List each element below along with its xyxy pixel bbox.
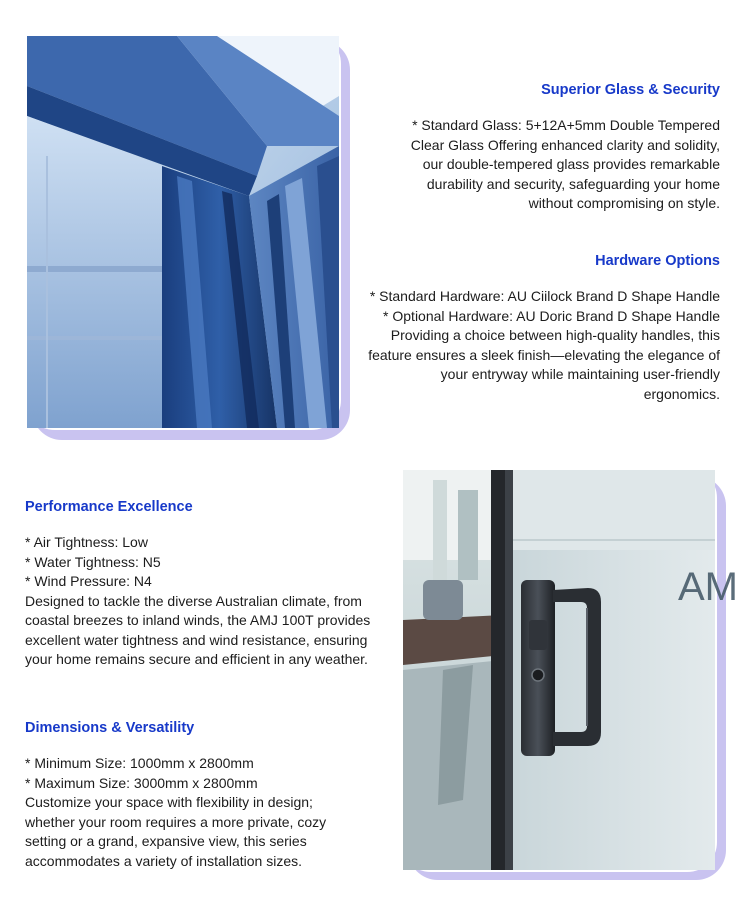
- text-line: * Standard Hardware: AU Ciilock Brand D Shape Handle: [369, 288, 720, 304]
- text-line: * Maximum Size: 3000mm x 2800mm: [25, 774, 258, 791]
- window-frame-illustration: [27, 36, 339, 428]
- text-line: whether your room requires a more private, cozy: [25, 813, 327, 830]
- text-line: your home remains secure and efficient in any weather.: [25, 651, 368, 667]
- hardware-section-body: [368, 287, 720, 404]
- text-line: * Wind Pressure: N4: [25, 573, 152, 589]
- glass-section-heading: Superior Glass & Security: [541, 82, 720, 98]
- performance-section-body: [25, 533, 370, 670]
- text-line: Designed to tackle the diverse Australian climate, from: [25, 592, 362, 609]
- text-line: durability and security, safeguarding your home: [426, 175, 720, 192]
- text-line: * Air Tightness: Low: [25, 534, 148, 550]
- door-handle-photo: [401, 468, 738, 872]
- text-line: setting or a grand, expansive view, this series: [25, 833, 307, 849]
- glass-logo-text: AM: [678, 565, 738, 609]
- door-handle-illustration: [403, 470, 738, 870]
- performance-section-heading: Performance Excellence: [25, 499, 193, 515]
- text-line: * Optional Hardware: AU Doric Brand D Shape Handle: [383, 307, 720, 324]
- text-line: Customize your space with flexibility in design;: [25, 794, 313, 810]
- text-line: coastal breezes to inland winds, the AMJ 100T provides: [25, 612, 371, 628]
- text-line: Providing a choice between high-quality handles, this: [390, 327, 720, 343]
- text-line: our double-tempered glass provides remarkable: [422, 156, 720, 172]
- text-line: feature ensures a sleek finish—elevating the elegance of: [368, 346, 720, 363]
- text-line: accommodates a variety of installation sizes.: [25, 852, 303, 869]
- text-line: * Minimum Size: 1000mm x 2800mm: [25, 755, 254, 771]
- glass-section-body: [411, 116, 720, 214]
- text-line: * Standard Glass: 5+12A+5mm Double Tempered: [412, 117, 720, 133]
- text-line: without compromising on style.: [528, 195, 720, 211]
- dimensions-section-heading: Dimensions & Versatility: [25, 720, 195, 736]
- window-frame-photo: [25, 34, 341, 430]
- text-line: your entryway while maintaining user-friendly: [440, 366, 720, 382]
- text-line: ergonomics.: [643, 385, 720, 402]
- dimensions-section-body: [25, 754, 326, 871]
- text-line: excellent water tightness and wind resistance, ensuring: [25, 631, 368, 648]
- text-line: Clear Glass Offering enhanced clarity and solidity,: [410, 136, 720, 153]
- hardware-section-heading: Hardware Options: [595, 253, 720, 269]
- text-line: * Water Tightness: N5: [25, 553, 161, 570]
